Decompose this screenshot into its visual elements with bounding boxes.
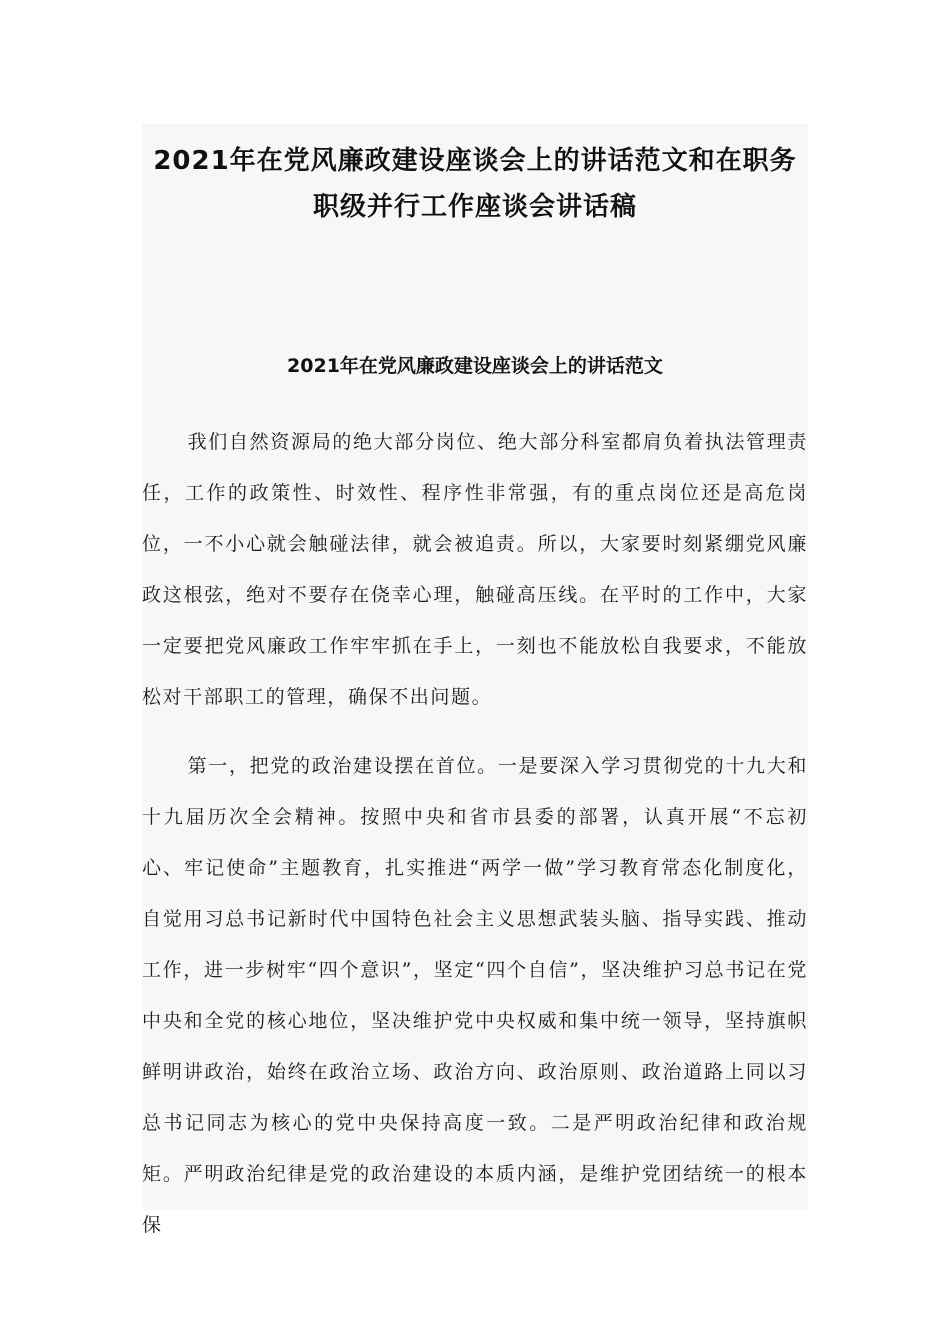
section-title: 2021年在党风廉政建设座谈会上的讲话范文: [287, 355, 663, 377]
body-paragraph-2: 第一，把党的政治建设摆在首位。一是要深入学习贯彻党的十九大和十九届历次全会精神。按照中央和省市县委的部署，认真开展“不忘初心、牢记使命”主题教育，扎实推进“两学一做”学习教育常态化制度化，自觉用习总书记新时代中国特色社会主义思想武装头脑、指导实践、推动工作，进一步树牢“四个意识”，坚定“四个自信”，坚决维护习总书记在党中央和全党的核心地位，坚决维护党中央权威和集中统一领导，坚持旗帜鲜明讲政治，始终在政治立场、政治方向、政治原则、政治道路上同以习总书记同志为核心的党中央保持高度一致。二是严明政治纪律和政治规矩。严明政治纪律是党的政治建设的本质内涵，是维护党团结统一的根本保: [142, 755, 808, 1236]
document-title: 2021年在党风廉政建设座谈会上的讲话范文和在职务职级并行工作座谈会讲话稿: [153, 146, 797, 222]
body-paragraph-1: 我们自然资源局的绝大部分岗位、绝大部分科室都肩负着执法管理责任，工作的政策性、时效性、程序性非常强，有的重点岗位还是高危岗位，一不小心就会触碰法律，就会被追责。所以，大家要时刻紧绷党风廉政这根弦，绝对不要存在侥幸心理，触碰高压线。在平时的工作中，大家一定要把党风廉政工作牢牢抓在手上，一刻也不能放松自我要求，不能放松对干部职工的管理，确保不出问题。: [142, 431, 808, 708]
document-page: [142, 124, 808, 1236]
